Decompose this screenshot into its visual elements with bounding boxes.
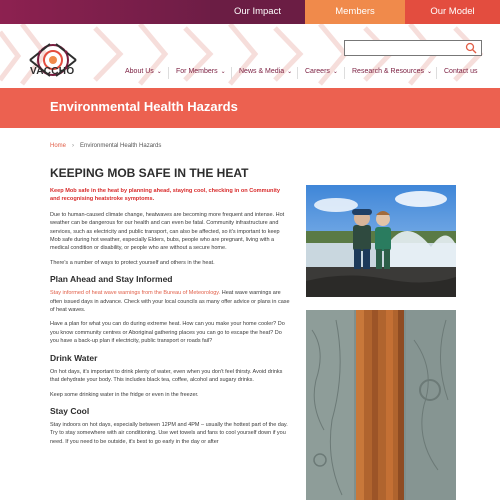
plan-ahead-paragraph-2: Have a plan for what you can do during extreme heat. How can you make your home cooler? Do you know community centres or Aboriginal gathering places you can go to escape the heat? Do you have a back-up plan if electricity, public transport or roads fail? xyxy=(50,321,285,345)
breadcrumb-current: Environmental Health Hazards xyxy=(80,143,162,149)
top-utility-bar xyxy=(0,0,500,24)
nav-item-about-us[interactable] xyxy=(125,68,162,75)
main-navigation xyxy=(0,64,500,84)
nav-label: News & Media xyxy=(239,68,285,75)
search-icon[interactable] xyxy=(465,42,477,54)
nav-divider xyxy=(436,67,437,79)
our-impact-link[interactable]: Our Impact xyxy=(210,0,305,24)
plan-ahead-paragraph-1 xyxy=(50,289,290,314)
stay-cool-paragraph-1: Stay indoors on hot days, especially between 12PM and 4PM – usually the hottest part of the day. Try to stay somewhere with air conditioning. Use wet towels and fans to cool yourself down if you need. If you need to be outside, it's best to go early in the day or after xyxy=(50,421,288,445)
plan-ahead-paragraph-1-text: Heat wave warnings are often issued days in advance. Check with your local councils as many offer advice or plans in case of heat waves. xyxy=(50,290,290,314)
bench-wall-photo xyxy=(306,310,456,500)
breadcrumb-home-link[interactable]: Home xyxy=(50,143,67,149)
members-link[interactable]: Members xyxy=(305,0,405,24)
nav-label: Careers xyxy=(305,68,330,75)
nav-item-for-members[interactable] xyxy=(176,68,226,75)
chevron-down-icon: ⌄ xyxy=(426,69,433,75)
section-title-stay-cool: Stay Cool xyxy=(50,405,90,416)
article-title: KEEPING MOB SAFE IN THE HEAT xyxy=(50,166,249,180)
search-input[interactable] xyxy=(344,40,482,56)
article-intro: Due to human-caused climate change, heatwaves are becoming more frequent and intense. Hot weather can be dangerous for our health and can even be fatal. Community infrastructure and services, such as electricity and public transport, can also be affected, so it's important to keep Mob safe during hot weather, especially Elders, bubs, people who are pregnant, living with a medical condition or disability, or people who are without a secure home. xyxy=(50,211,285,252)
chevron-right-icon: › xyxy=(72,143,75,149)
our-model-link[interactable]: Our Model xyxy=(405,0,500,24)
article-lead: Keep Mob safe in the heat by planning ahead, staying cool, checking in on Community and recognising heatstroke symptoms. xyxy=(50,188,280,203)
nav-divider xyxy=(344,67,345,79)
page-title: Environmental Health Hazards xyxy=(50,99,238,114)
nav-label: Contact us xyxy=(444,68,478,75)
drink-water-paragraph-2: Keep some drinking water in the fridge or even in the freezer. xyxy=(50,391,199,398)
nav-item-research-resources[interactable] xyxy=(352,68,432,75)
bom-warnings-link[interactable]: Stay informed of heat wave warnings from the Bureau of Meteorology. xyxy=(50,290,221,297)
nav-divider xyxy=(297,67,298,79)
nav-item-careers[interactable] xyxy=(305,68,338,75)
nav-divider xyxy=(231,67,232,79)
top-bar-gradient xyxy=(0,0,210,24)
article-intro-2: There's a number of ways to protect yourself and others in the heat. xyxy=(50,259,215,266)
drink-water-paragraph-1: On hot days, it's important to drink plenty of water, even when you don't feel thirsty. Avoid drinks that dehydrate your body. This includes black tea, coffee, alcohol and sugary drinks. xyxy=(50,368,283,384)
chevron-down-icon: ⌄ xyxy=(287,69,293,75)
article-content xyxy=(50,166,290,452)
section-title-drink-water: Drink Water xyxy=(50,352,98,363)
breadcrumb xyxy=(50,143,161,149)
section-title-plan-ahead: Plan Ahead and Stay Informed xyxy=(50,274,173,285)
chevron-down-icon: ⌄ xyxy=(332,69,338,75)
nav-item-contact-us[interactable] xyxy=(444,68,477,75)
nav-label: For Members xyxy=(176,68,218,75)
nav-label: About Us xyxy=(125,68,154,75)
logo-wordmark: VACCHO xyxy=(30,66,75,77)
chevron-down-icon: ⌄ xyxy=(156,69,162,75)
nav-item-news-media[interactable] xyxy=(239,68,292,75)
chevron-down-icon: ⌄ xyxy=(220,69,226,75)
nav-label: Research & Resources xyxy=(352,68,424,75)
kids-water-play-photo xyxy=(306,185,456,297)
nav-divider xyxy=(168,67,169,79)
page-hero-banner xyxy=(0,88,500,128)
